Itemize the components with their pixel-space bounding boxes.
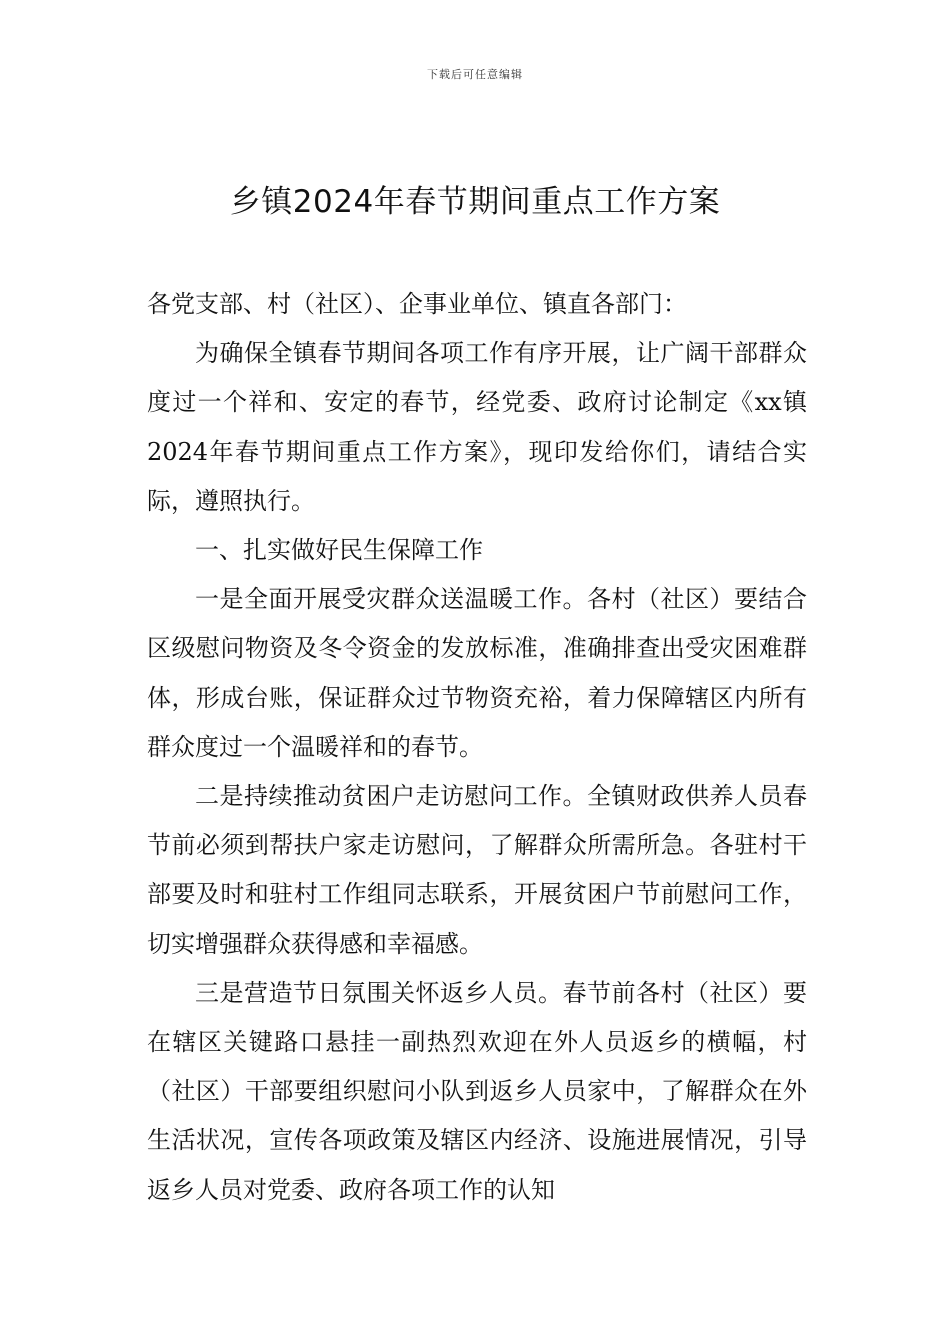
paragraph-item-1: 一是全面开展受灾群众送温暖工作。各村（社区）要结合区级慰问物资及冬令资金的发放标准，准确排查出受灾困难群体，形成台账，保证群众过节物资充裕，着力保障辖区内所有群众度过一个温暖祥和的春节。 <box>147 585 807 761</box>
document-title: 乡镇2024年春节期间重点工作方案 <box>229 184 721 220</box>
header-note: 下载后可任意编辑 <box>427 68 523 81</box>
document-body <box>147 280 807 1215</box>
paragraph-intro: 为确保全镇春节期间各项工作有序开展，让广阔干部群众度过一个祥和、安定的春节，经党委、政府讨论制定《xx镇2024年春节期间重点工作方案》，现印发给你们，请结合实际，遵照执行。 <box>147 339 807 515</box>
salutation: 各党支部、村（社区）、企事业单位、镇直各部门： <box>147 290 687 318</box>
section-heading-1: 一、扎实做好民生保障工作 <box>195 536 483 565</box>
paragraph-item-2: 二是持续推动贫困户走访慰问工作。全镇财政供养人员春节前必须到帮扶户家走访慰问，了解群众所需所急。各驻村干部要及时和驻村工作组同志联系，开展贫困户节前慰问工作，切实增强群众获得感和幸福感。 <box>147 782 807 958</box>
paragraph-item-3: 三是营造节日氛围关怀返乡人员。春节前各村（社区）要在辖区关键路口悬挂一副热烈欢迎在外人员返乡的横幅，村（社区）干部要组织慰问小队到返乡人员家中，了解群众在外生活状况，宣传各项政策及辖区内经济、设施进展情况，引导返乡人员对党委、政府各项工作的认知 <box>147 978 807 1204</box>
